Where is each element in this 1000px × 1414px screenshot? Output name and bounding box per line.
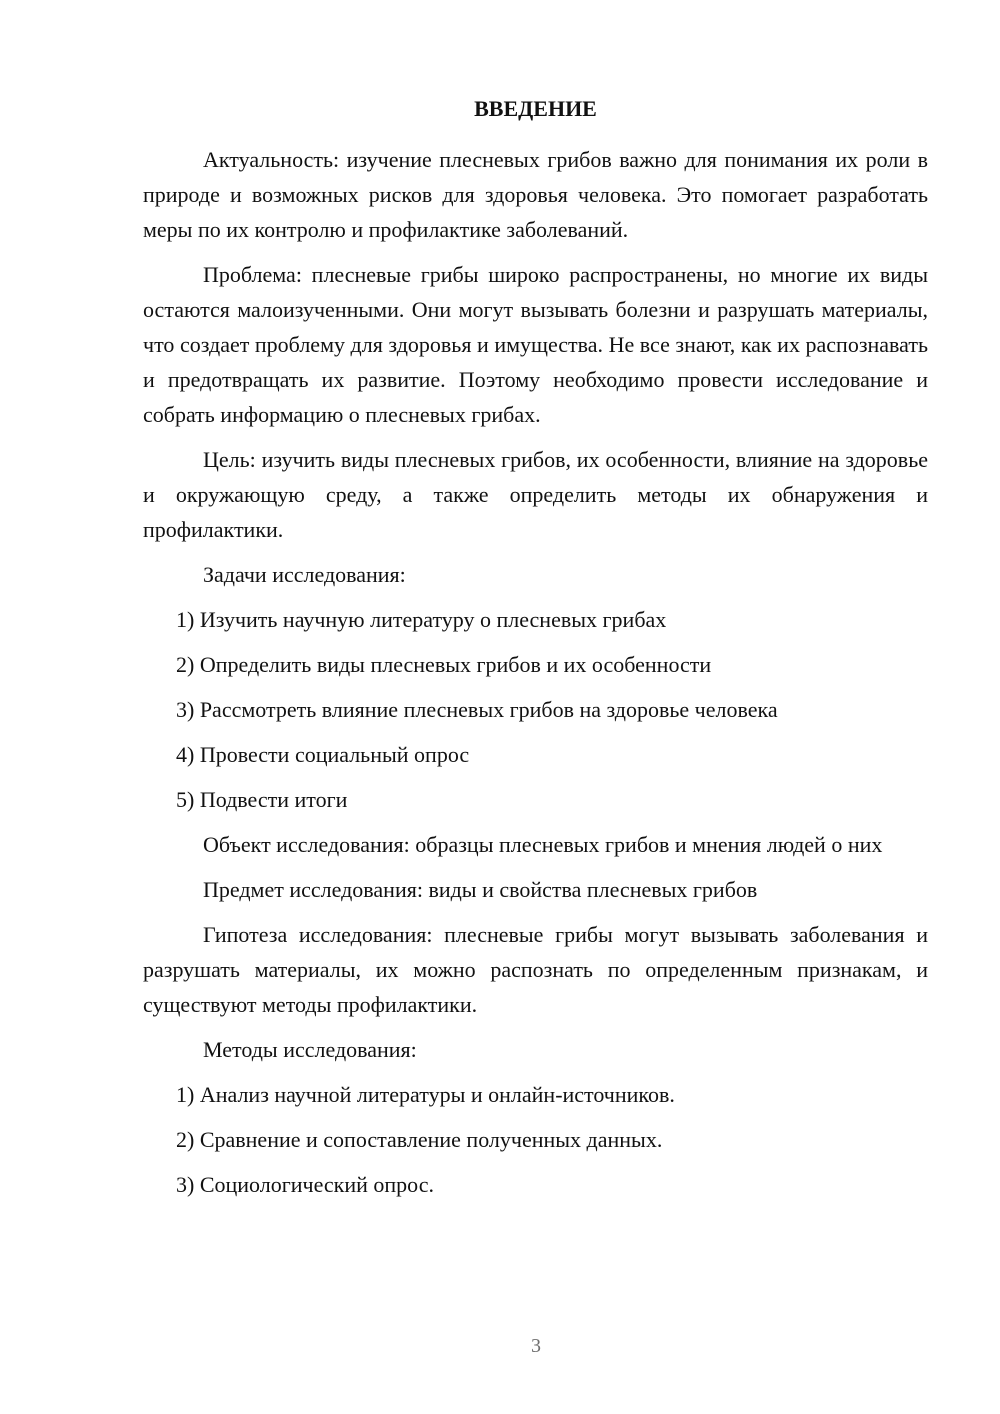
methods-heading: Методы исследования: <box>203 1037 417 1062</box>
task-item-5: 5) Подвести итоги <box>176 787 348 812</box>
task-item-4: 4) Провести социальный опрос <box>176 742 470 767</box>
task-item-1: 1) Изучить научную литературу о плесневых грибах <box>176 607 667 632</box>
relevance-paragraph: Актуальность: изучение плесневых грибов важно для понимания их роли в природе и возможных рисков для здоровья человека. Это помогает разработать меры по их контролю и профилактике заболеваний. <box>143 147 928 242</box>
document-page <box>143 94 928 1212</box>
method-item-3: 3) Социологический опрос. <box>176 1172 434 1197</box>
tasks-heading: Задачи исследования: <box>203 562 406 587</box>
task-item-2: 2) Определить виды плесневых грибов и их особенности <box>176 652 712 677</box>
problem-paragraph: Проблема: плесневые грибы широко распространены, но многие их виды остаются малоизученными. Они могут вызывать болезни и разрушать материалы, что создает проблему для здоровья и имущества. Не все знают, как их распознавать и предотвращать их развитие. Поэтому необходимо провести исследование и собрать информацию о плесневых грибах. <box>143 262 928 427</box>
document-title: ВВЕДЕНИЕ <box>474 96 597 121</box>
goal-paragraph: Цель: изучить виды плесневых грибов, их особенности, влияние на здоровье и окружающую среду, а также определить методы их обнаружения и профилактики. <box>143 447 928 542</box>
page-number: 3 <box>531 1335 541 1357</box>
subject-paragraph: Предмет исследования: виды и свойства плесневых грибов <box>203 877 758 902</box>
method-item-1: 1) Анализ научной литературы и онлайн-источников. <box>176 1082 675 1107</box>
hypothesis-paragraph: Гипотеза исследования: плесневые грибы могут вызывать заболевания и разрушать материалы, их можно распознать по определенным признакам, и существуют методы профилактики. <box>143 922 928 1017</box>
task-item-3: 3) Рассмотреть влияние плесневых грибов на здоровье человека <box>176 697 778 722</box>
object-paragraph: Объект исследования: образцы плесневых грибов и мнения людей о них <box>203 832 883 857</box>
method-item-2: 2) Сравнение и сопоставление полученных данных. <box>176 1127 663 1152</box>
